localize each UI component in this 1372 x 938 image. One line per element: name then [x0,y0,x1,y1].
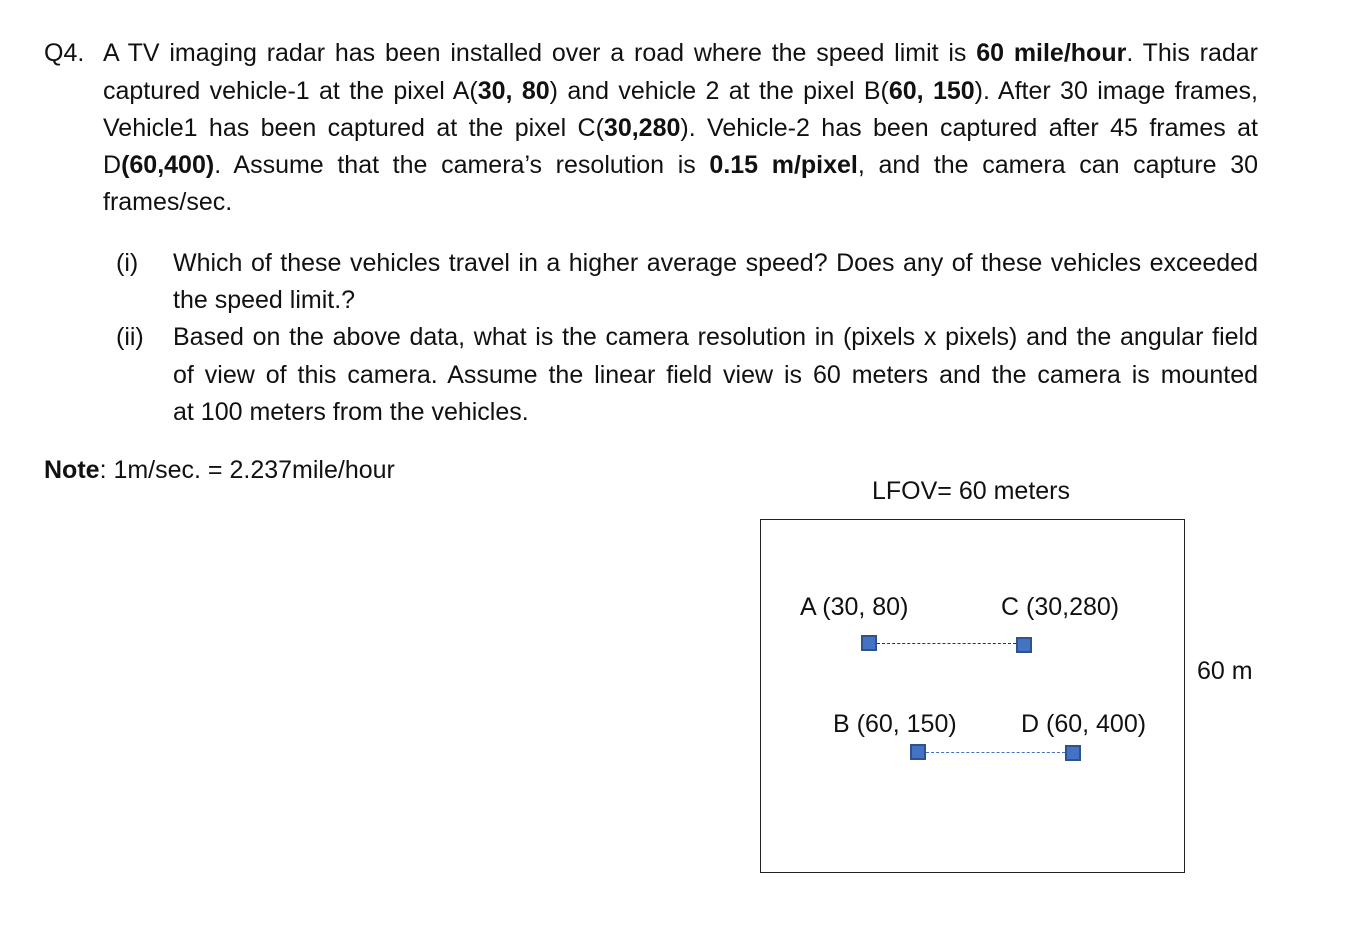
part-ii-line-2: of view of this camera. Assume the linear field view is 60 meters and the camera is mounted [173,361,1258,389]
question-text: captured vehicle-1 at the pixel A( [103,77,478,105]
part-ii-line-1: Based on the above data, what is the camera resolution in (pixels x pixels) and the angular field [173,323,1258,351]
question-number: Q4. [44,39,85,67]
marker-d-icon [1065,745,1081,761]
question-line-2 [103,76,1258,106]
marker-c-icon [1016,637,1032,653]
question-text: . Assume that the camera’s resolution is [214,151,710,179]
part-ii-line-3: at 100 meters from the vehicles. [173,398,529,426]
note-label: Note [44,456,100,484]
resolution-value: 0.15 m/pixel [709,151,858,179]
part-i-line-1: Which of these vehicles travel in a higher average speed? Does any of these vehicles exceeded [173,249,1258,277]
pixel-c-value: 30,280 [603,114,681,142]
pixel-a-value: 30, 80 [477,77,550,105]
question-line-1 [103,38,1258,68]
question-text: D [103,151,122,179]
point-c-label: C (30,280) [1001,593,1120,621]
note-text: : 1m/sec. = 2.237mile/hour [99,456,395,484]
pixel-b-value: 60, 150 [888,77,975,105]
lfov-label: LFOV= 60 meters [872,477,1070,505]
point-b-label: B (60, 150) [833,710,957,738]
part-i-number: (i) [116,249,139,277]
side-length-label: 60 m [1197,657,1253,685]
point-a-label: A (30, 80) [800,593,909,621]
question-text: , and the camera can capture 30 [857,151,1258,179]
question-line-4 [103,150,1258,180]
question-text: ) and vehicle 2 at the pixel B( [549,77,889,105]
vehicle-2-path-line [926,752,1065,753]
field-of-view-frame [760,519,1185,873]
marker-b-icon [910,744,926,760]
note [44,455,395,485]
pixel-d-value: (60,400) [121,151,215,179]
question-text: ). Vehicle-2 has been captured after 45 frames at [680,114,1258,142]
question-text: A TV imaging radar has been installed over a road where the speed limit is [103,39,977,67]
part-ii-number: (ii) [116,323,144,351]
question-text: ). After 30 image frames, [974,77,1258,105]
speed-limit-value: 60 mile/hour [976,39,1127,67]
vehicle-1-path-line [877,643,1016,644]
part-i-line-2: the speed limit.? [173,286,356,314]
question-text: . This radar [1126,39,1258,67]
question-line-5: frames/sec. [103,188,233,216]
point-d-label: D (60, 400) [1021,710,1147,738]
question-line-3 [103,113,1258,143]
marker-a-icon [861,635,877,651]
question-text: Vehicle1 has been captured at the pixel C( [103,114,604,142]
